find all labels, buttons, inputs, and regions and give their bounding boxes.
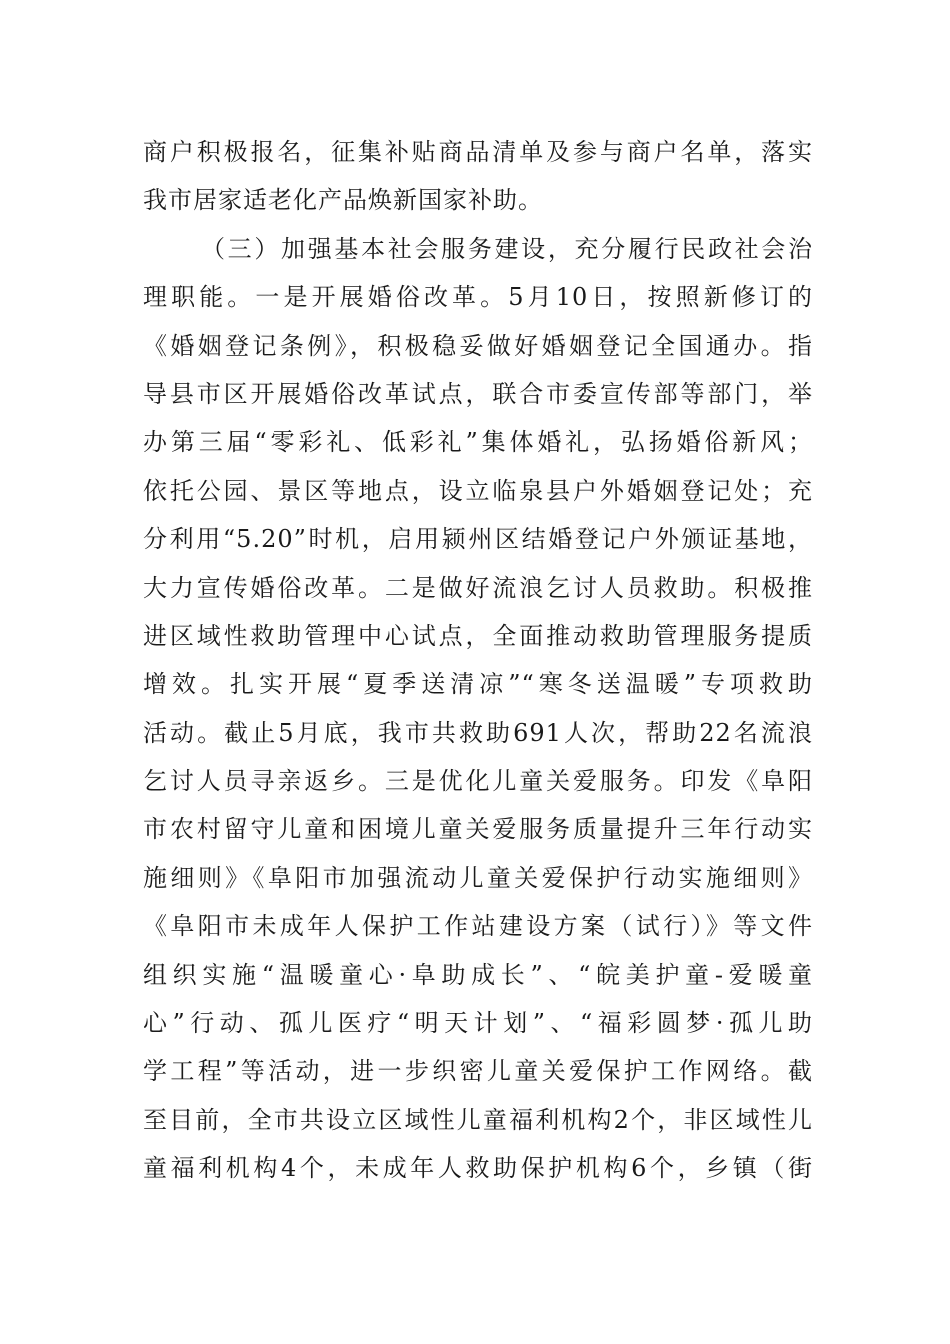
text-line: 分利用“5.20”时机，启用颍州区结婚登记户外颁证基地， xyxy=(143,525,813,554)
body-text xyxy=(143,128,813,1193)
text-line: 大力宣传婚俗改革。二是做好流浪乞讨人员救助。积极推 xyxy=(143,573,813,602)
text-line: 施细则》《阜阳市加强流动儿童关爱保护行动实施细则》 xyxy=(143,863,813,892)
text-line: 《阜阳市未成年人保护工作站建设方案（试行）》等文件 xyxy=(143,912,813,941)
text-line: 童福利机构4个，未成年人救助保护机构6个，乡镇（街 xyxy=(143,1154,813,1183)
text-line: 心”行动、孤儿医疗“明天计划”、“福彩圆梦·孤儿助 xyxy=(143,1009,813,1038)
text-line: 理职能。一是开展婚俗改革。5月10日，按照新修订的 xyxy=(143,283,813,312)
text-line: 《婚姻登记条例》，积极稳妥做好婚姻登记全国通办。指 xyxy=(143,331,813,360)
text-line: 商户积极报名，征集补贴商品清单及参与商户名单，落实 xyxy=(143,138,813,166)
text-line: 市农村留守儿童和困境儿童关爱服务质量提升三年行动实 xyxy=(143,815,813,844)
section-heading-line: （三）加强基本社会服务建设，充分履行民政社会治 xyxy=(201,234,813,263)
text-line: 学工程”等活动，进一步织密儿童关爱保护工作网络。截 xyxy=(143,1057,813,1086)
text-line: 进区域性救助管理中心试点，全面推动救助管理服务提质 xyxy=(143,621,813,650)
text-line: 办第三届“零彩礼、低彩礼”集体婚礼，弘扬婚俗新风； xyxy=(143,428,813,457)
text-line: 依托公园、景区等地点，设立临泉县户外婚姻登记处；充 xyxy=(143,476,813,505)
text-line: 至目前，全市共设立区域性儿童福利机构2个，非区域性儿 xyxy=(143,1105,813,1134)
text-line: 组织实施“温暖童心·阜助成长”、“皖美护童-爱暖童 xyxy=(143,960,813,989)
text-line: 导县市区开展婚俗改革试点，联合市委宣传部等部门，举 xyxy=(143,379,813,408)
text-line: 乞讨人员寻亲返乡。三是优化儿童关爱服务。印发《阜阳 xyxy=(143,767,813,796)
text-line: 活动。截止5月底，我市共救助691人次，帮助22名流浪 xyxy=(143,718,813,747)
text-line: 增效。扎实开展“夏季送清凉”“寒冬送温暖”专项救助 xyxy=(143,670,813,699)
text-line: 我市居家适老化产品焕新国家补助。 xyxy=(143,186,543,215)
